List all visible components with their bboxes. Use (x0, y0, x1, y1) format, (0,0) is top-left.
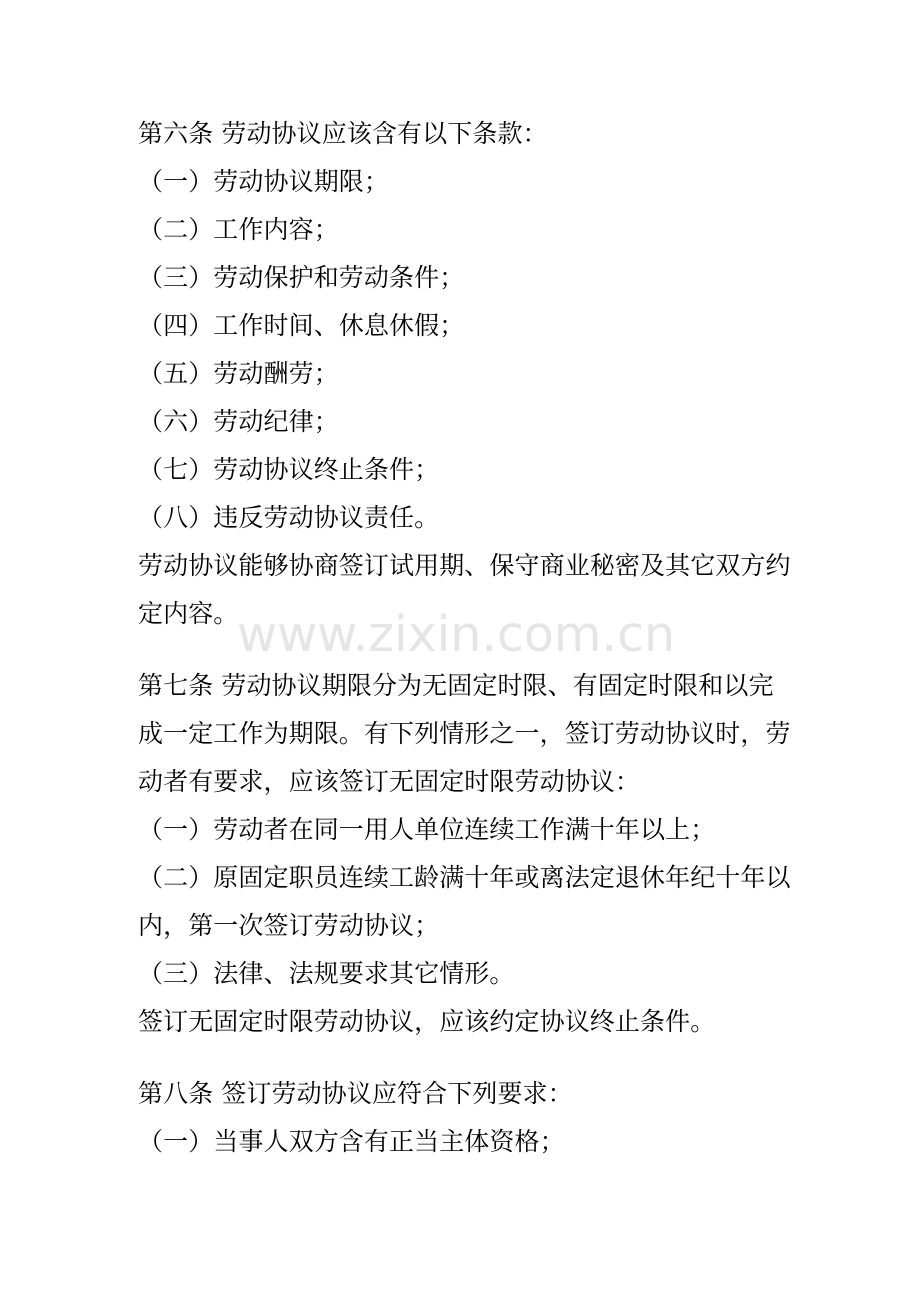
article-heading-line: 第八条 签订劳动协议应符合下列要求： (138, 1079, 573, 1108)
list-item-line: （三）法律、法规要求其它情形。 (138, 959, 515, 988)
list-item-line: （四）工作时间、休息休假； (138, 311, 465, 340)
list-item-line: （二）工作内容； (138, 215, 339, 244)
paragraph-line: 成一定工作为期限。有下列情形之一，签订劳动协议时，劳 (138, 719, 791, 748)
paragraph-line: 定内容。 (138, 599, 239, 628)
article-heading-line: 第七条 劳动协议期限分为无固定时限、有固定时限和以完 (138, 671, 774, 700)
paragraph-line: 劳动协议能够协商签订试用期、保守商业秘密及其它双方约 (138, 551, 791, 580)
list-item-line: （七）劳动协议终止条件； (138, 455, 440, 484)
list-item-line: （三）劳动保护和劳动条件； (138, 263, 465, 292)
paragraph-line: 动者有要求，应该签订无固定时限劳动协议： (138, 767, 641, 796)
list-item-line: （八）违反劳动协议责任。 (138, 503, 440, 532)
list-item-line: （六）劳动纪律； (138, 407, 339, 436)
document-body (138, 110, 794, 1166)
list-item-line: （二）原固定职员连续工龄满十年或离法定退休年纪十年以 (138, 863, 791, 892)
article-heading-line: 第六条 劳动协议应该含有以下条款： (138, 119, 548, 148)
paragraph-line: 签订无固定时限劳动协议，应该约定协议终止条件。 (138, 1007, 716, 1036)
list-item-line: （一）劳动者在同一用人单位连续工作满十年以上； (138, 815, 716, 844)
list-item-line: （一）当事人双方含有正当主体资格； (138, 1127, 565, 1156)
list-item-line: （一）劳动协议期限； (138, 167, 390, 196)
site-watermark: www.zixin.com.cn (237, 606, 676, 663)
list-item-line: （五）劳动酬劳； (138, 359, 339, 388)
list-item-line: 内，第一次签订劳动协议； (138, 911, 440, 940)
